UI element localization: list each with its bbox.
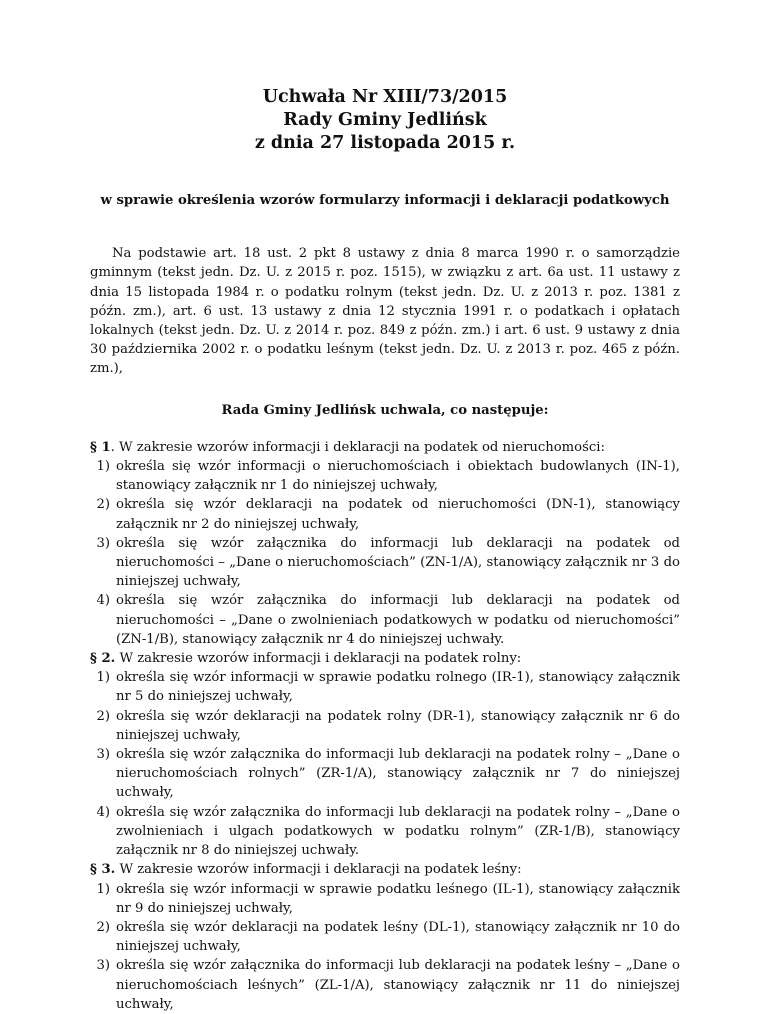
item-number: 3): [96, 747, 110, 763]
item-number: 1): [96, 881, 110, 897]
resolution-subject: w sprawie określenia wzorów formularzy informacji i deklaracji podatkowych: [100, 193, 670, 208]
list-item: [90, 803, 680, 861]
section-heading-text: W zakresie wzorów informacji i deklaracji na podatek leśny:: [115, 862, 522, 878]
list-item: [90, 668, 680, 706]
list-item: [90, 745, 680, 803]
item-number: 4): [96, 593, 110, 609]
item-text: określa się wzór załącznika do informacji lub deklaracji na podatek od nieruchomości – „Dane o nieruchomościach” (ZN-1/A), stanowiący załącznik nr 3 do niniejszej uchwały,: [116, 535, 680, 590]
item-number: 2): [96, 919, 110, 935]
item-number: 3): [96, 958, 110, 974]
section-heading: [90, 438, 680, 457]
item-text: określa się wzór informacji w sprawie podatku rolnego (IR-1), stanowiący załącznik nr 5 do niniejszej uchwały,: [116, 670, 680, 705]
section-heading-text: . W zakresie wzorów informacji i deklaracji na podatek od nieruchomości:: [110, 439, 605, 455]
section-heading: [90, 649, 680, 668]
item-text: określa się wzór załącznika do informacji lub deklaracji na podatek rolny – „Dane o nieruchomościach rolnych” (ZR-1/A), stanowiący załącznik nr 7 do niniejszej uchwały,: [116, 747, 680, 801]
item-number: 2): [96, 497, 110, 513]
list-item: [90, 591, 680, 649]
section-heading-text: W zakresie wzorów informacji i deklaracji na podatek rolny:: [115, 651, 522, 667]
item-number: 3): [96, 535, 110, 551]
section-1: [90, 438, 680, 649]
item-number: 1): [96, 459, 110, 475]
item-number: 1): [96, 670, 110, 686]
list-item: [90, 495, 680, 533]
list-item: [90, 956, 680, 1014]
list-item: [90, 707, 680, 745]
list-item: [90, 534, 680, 592]
section-3: [90, 860, 680, 1014]
item-text: określa się wzór załącznika do informacji lub deklaracji na podatek od nieruchomości – „Dane o zwolnieniach podatkowych w podatku od nieruchomości” (ZN-1/B), stanowiący załącznik nr 4 do niniejszej uchwały.: [116, 593, 680, 647]
section-symbol: § 3.: [90, 862, 116, 878]
item-text: określa się wzór deklaracji na podatek rolny (DR-1), stanowiący załącznik nr 6 do niniejszej uchwały,: [116, 708, 680, 743]
section-2: [90, 649, 680, 860]
list-item: [90, 457, 680, 495]
resolves-statement: Rada Gminy Jedlińsk uchwala, co następuje:: [221, 402, 549, 418]
council-name: Rady Gminy Jedlińsk: [283, 110, 487, 130]
item-text: określa się wzór załącznika do informacji lub deklaracji na podatek rolny – „Dane o zwolnieniach i ulgach podatkowych w podatku rolnym” (ZR-1/B), stanowiący załącznik nr 8 do niniejszej uchwały.: [116, 804, 680, 859]
item-text: określa się wzór załącznika do informacji lub deklaracji na podatek leśny – „Dane o nieruchomościach leśnych” (ZL-1/A), stanowiący załącznik nr 11 do niniejszej uchwały,: [116, 958, 680, 1012]
section-symbol: § 1: [90, 439, 111, 455]
list-item: [90, 880, 680, 918]
resolution-number: Uchwała Nr XIII/73/2015: [262, 87, 508, 107]
item-text: określa się wzór informacji o nieruchomościach i obiektach budowlanych (IN-1), stanowiący załącznik nr 1 do niniejszej uchwały,: [116, 459, 680, 494]
list-item: [90, 918, 680, 956]
item-number: 4): [96, 804, 110, 820]
sections-list: [90, 438, 680, 1014]
item-number: 2): [96, 708, 110, 724]
item-text: określa się wzór deklaracji na podatek leśny (DL-1), stanowiący załącznik nr 10 do niniejszej uchwały,: [116, 919, 680, 955]
item-text: określa się wzór deklaracji na podatek od nieruchomości (DN-1), stanowiący załącznik nr 2 do niniejszej uchwały,: [116, 497, 680, 532]
resolution-date: z dnia 27 listopada 2015 r.: [254, 133, 516, 153]
section-heading: [90, 860, 680, 879]
legal-basis-paragraph: Na podstawie art. 18 ust. 2 pkt 8 ustawy z dnia 8 marca 1990 r. o samorządzie gminnym (tekst jedn. Dz. U. z 2015 r. poz. 1515), w związku z art. 6a ust. 11 ustawy z dnia 15 listopada 1984 r. o podatku rolnym (tekst jedn. Dz. U. z 2013 r. poz. 1381 z późn. zm.), art. 6 ust. 13 ustawy z dnia 12 stycznia 1991 r. o podatkach i opłatach lokalnych (tekst jedn. Dz. U. z 2014 r. poz. 849 z późn. zm.) i art. 6 ust. 9 ustawy z dnia 30 października 2002 r. o podatku leśnym (tekst jedn. Dz. U. z 2013 r. poz. 465 z późn. zm.),: [90, 246, 680, 377]
item-text: określa się wzór informacji w sprawie podatku leśnego (IL-1), stanowiący załącznik nr 9 do niniejszej uchwały,: [116, 881, 680, 916]
section-symbol: § 2.: [90, 651, 116, 667]
